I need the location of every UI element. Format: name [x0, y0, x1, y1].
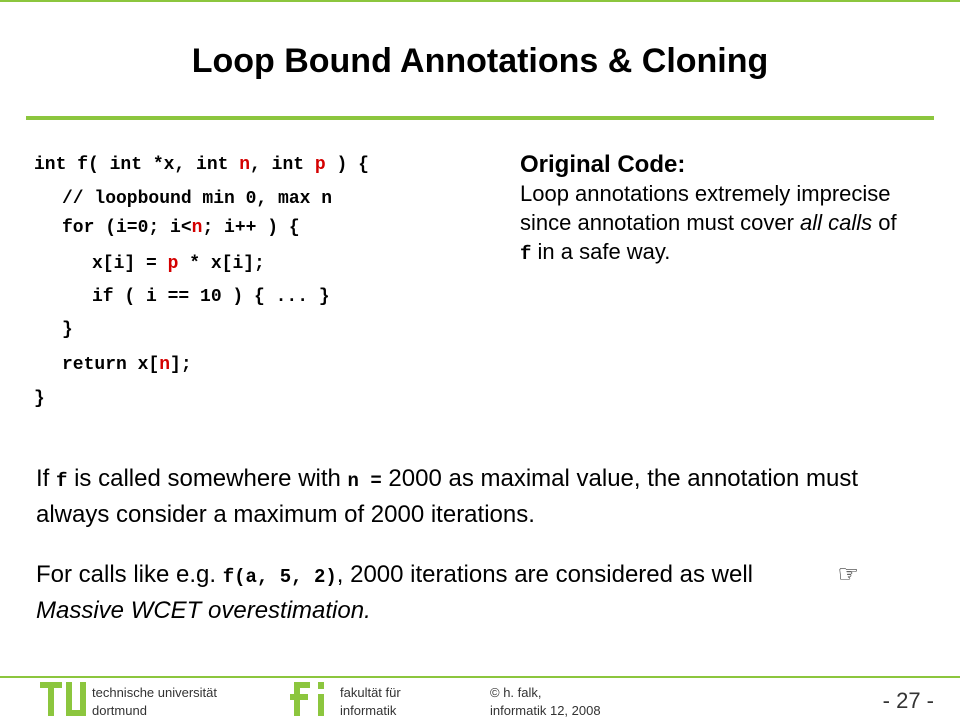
para-text: For calls like e.g. [36, 561, 223, 588]
footer-line [0, 676, 960, 678]
code-line: if ( i == 10 ) { ... } [92, 287, 330, 307]
original-code-note [520, 150, 900, 269]
code-comment: // loopbound min 0, max n [62, 189, 333, 209]
para-code: n = [347, 470, 382, 492]
fi-logo-icon [290, 678, 334, 718]
code-text: * x[i]; [178, 254, 265, 274]
note-text: of [872, 210, 897, 235]
code-param: p [314, 155, 326, 175]
footer-faculty [340, 684, 401, 720]
code-text: x[i] = [92, 254, 168, 274]
code-text: ]; [170, 355, 192, 375]
title-rule [26, 116, 934, 120]
code-text: int f( int *x, int [34, 155, 240, 175]
code-param: n [191, 218, 203, 238]
footer-text: © h. falk, [490, 685, 542, 700]
slide-title: Loop Bound Annotations & Cloning [191, 42, 769, 80]
note-code: f [520, 243, 532, 265]
note-emphasis: all calls [800, 210, 873, 235]
tu-logo-icon [40, 678, 88, 718]
para-emphasis: Massive WCET overestimation. [36, 597, 371, 624]
para-text: If [36, 465, 57, 492]
code-line [92, 254, 265, 274]
footer-author [490, 684, 601, 720]
note-heading: Original Code: [520, 151, 686, 178]
footer-text: informatik 12, 2008 [490, 703, 601, 718]
code-param: p [167, 254, 179, 274]
code-text: , int [250, 155, 315, 175]
top-accent-line [0, 0, 960, 2]
para-text: , 2000 iterations are considered as well [336, 561, 754, 588]
para-text: is called somewhere with [67, 465, 348, 492]
footer-university [92, 684, 217, 720]
paragraph-2 [36, 558, 936, 628]
code-line [34, 155, 369, 175]
code-text: ; i++ ) { [202, 218, 300, 238]
footer-text: informatik [340, 703, 397, 718]
code-line [62, 355, 192, 375]
code-text: ) { [325, 155, 369, 175]
code-line [62, 218, 300, 238]
page-number: - 27 - [882, 688, 934, 713]
para-code: f(a, 5, 2) [222, 566, 337, 588]
note-text: Loop annotations extremely imprecise since annotation must cover [520, 181, 891, 235]
code-line: } [62, 320, 73, 340]
pointing-hand-icon: ☞ [837, 561, 860, 588]
code-text: return x[ [62, 355, 160, 375]
code-param: n [239, 155, 251, 175]
para-text: 2000 as maximal value, the annotation must always consider a maximum of 2000 iterations. [36, 465, 859, 528]
footer-text: dortmund [92, 703, 147, 718]
footer-text: technische universität [92, 685, 218, 700]
footer-text: fakultät für [340, 685, 401, 700]
code-line: } [34, 389, 45, 409]
note-text: in a safe way. [531, 239, 671, 264]
note-body [520, 179, 900, 269]
paragraph-1 [36, 462, 936, 532]
code-text: for (i=0; i< [62, 218, 192, 238]
code-param: n [159, 355, 171, 375]
para-code: f [56, 470, 68, 492]
